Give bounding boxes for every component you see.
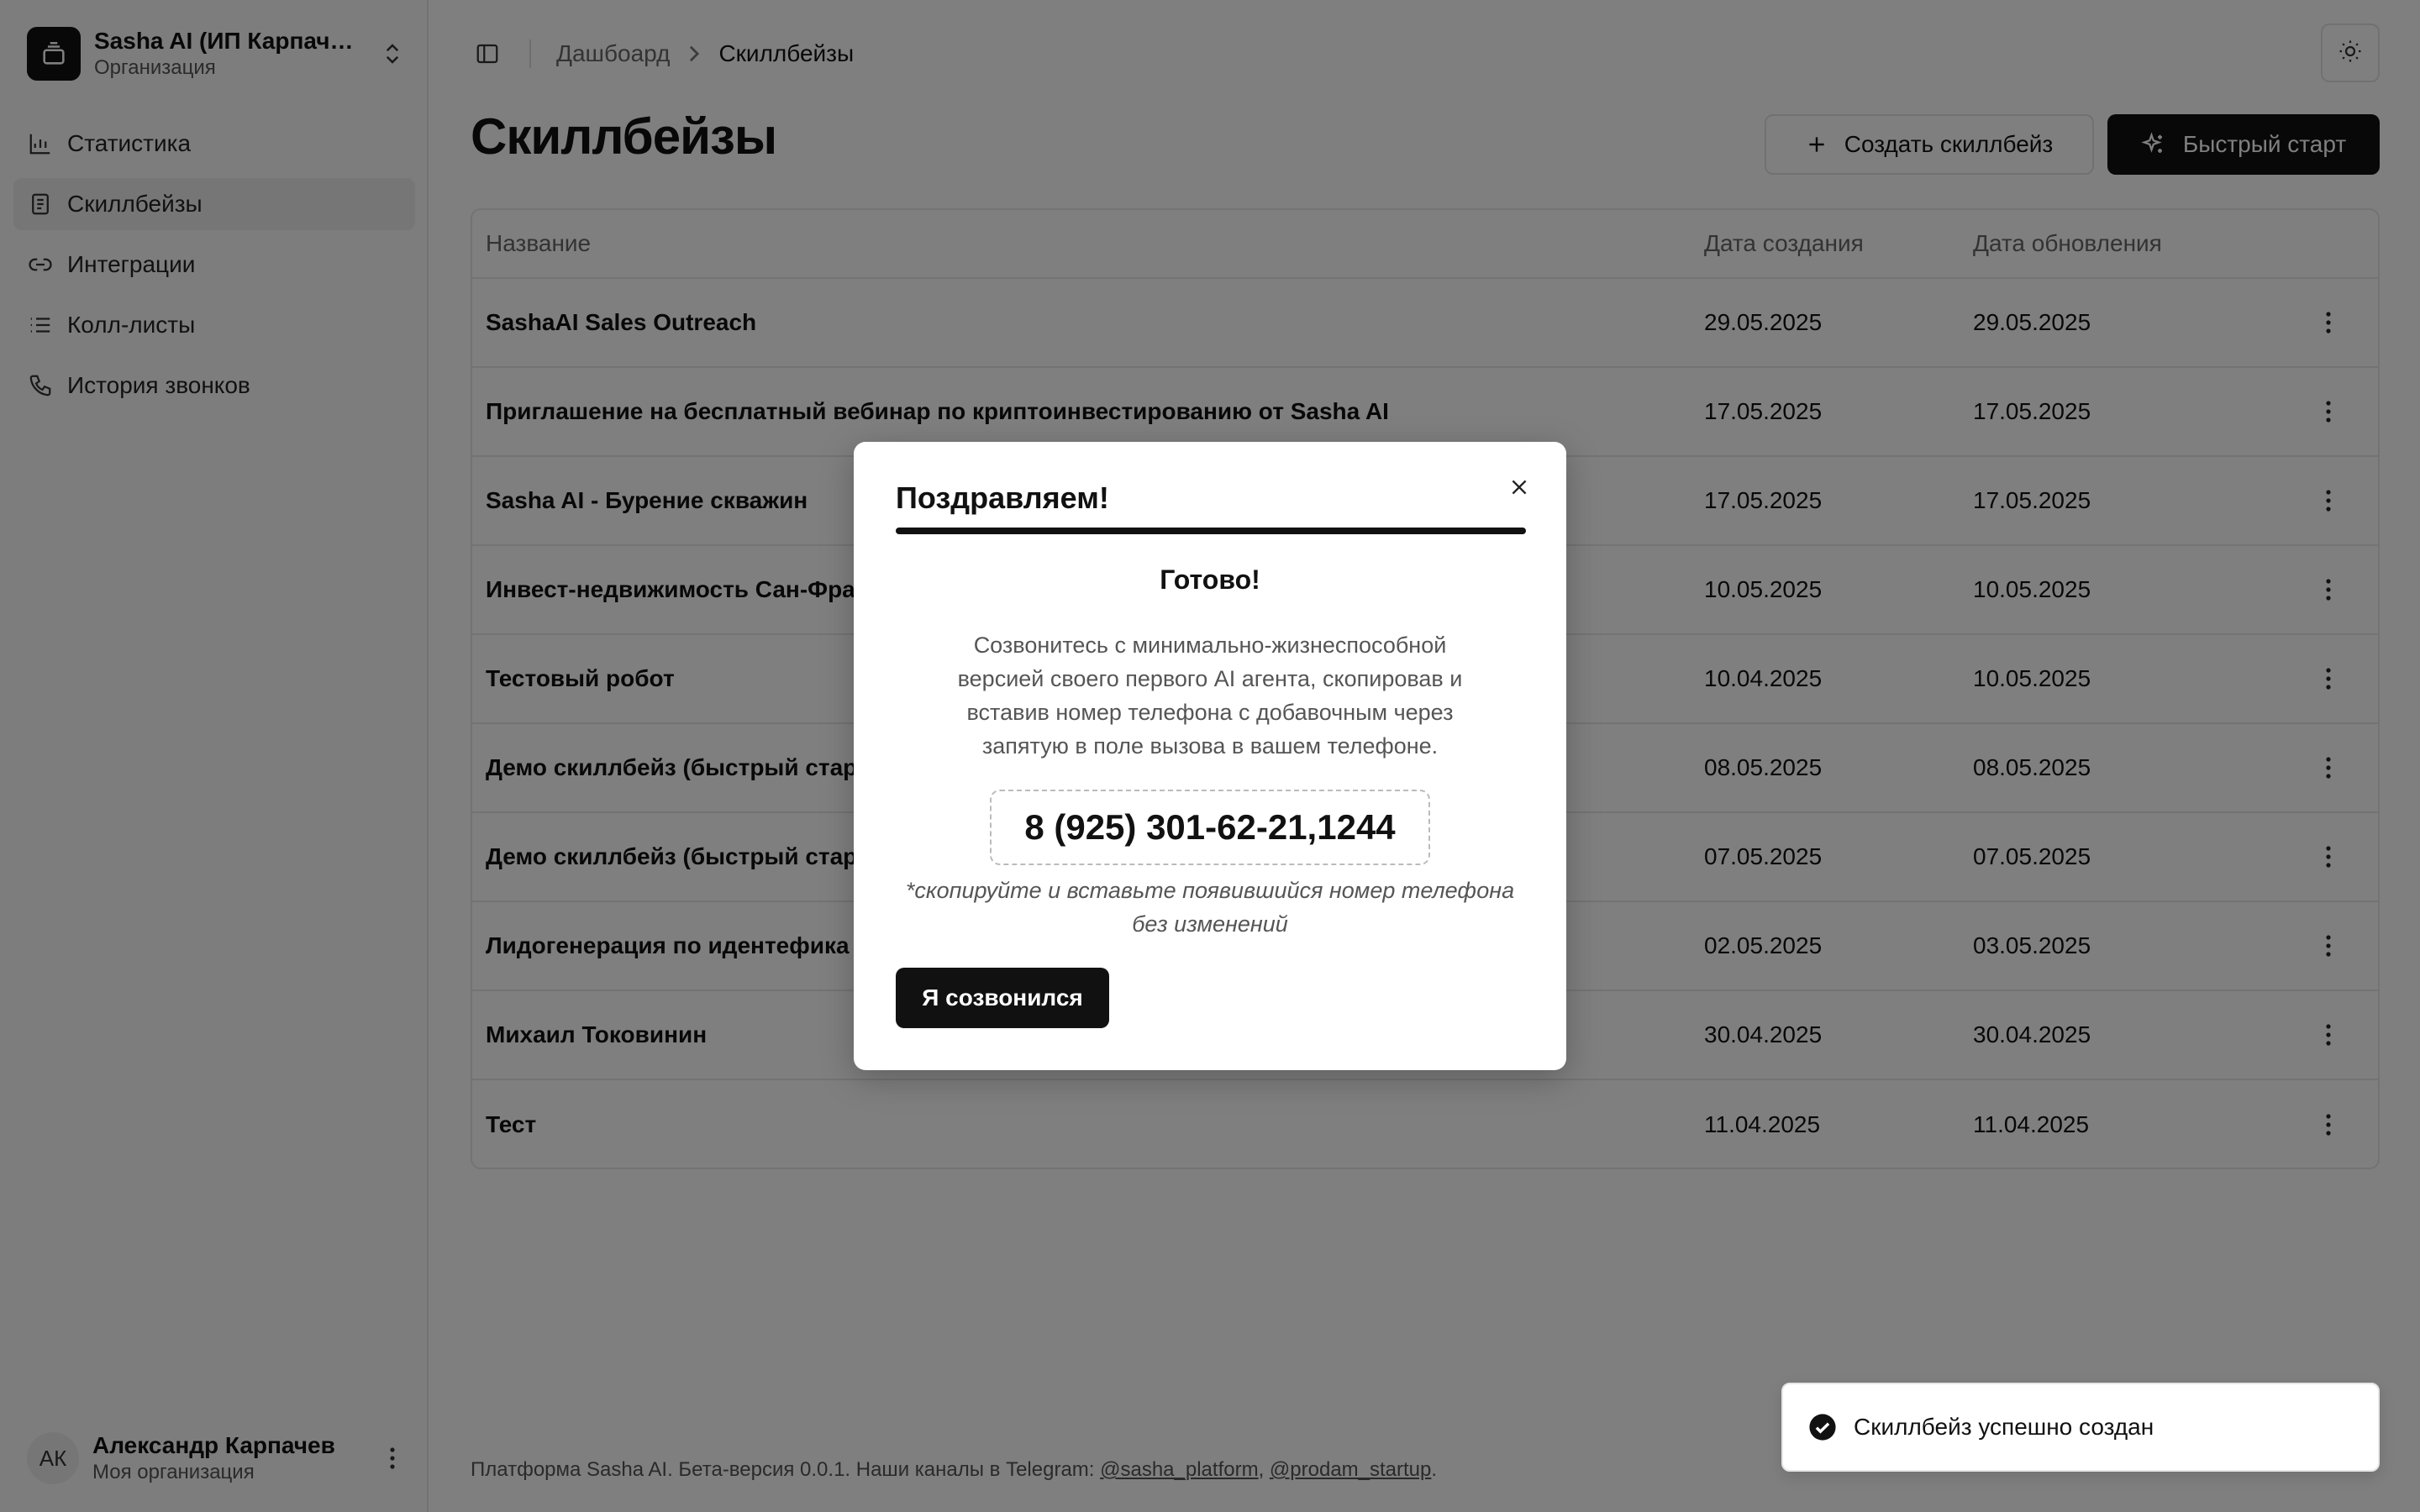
phone-number-box[interactable]: 8 (925) 301-62-21,1244 <box>990 790 1430 865</box>
success-toast <box>1781 1383 2380 1472</box>
congrats-dialog <box>854 442 1566 1070</box>
dialog-note: *скопируйте и вставьте появившийся номер телефона без изменений <box>905 878 1515 937</box>
dialog-title: Поздравляем! <box>896 480 1109 515</box>
check-circle-icon <box>1808 1413 1837 1441</box>
dialog-progress-bar <box>896 528 1526 534</box>
called-confirm-button[interactable]: Я созвонился <box>896 968 1109 1028</box>
dialog-description: Созвонитесь с минимально-жизнеспособной версией своего первого AI агента, скопировав и вставив номер телефона с добавочным через запятую в поле вызова в вашем телефоне. <box>957 633 1463 759</box>
dialog-subtitle: Готово! <box>1160 564 1260 595</box>
close-icon[interactable] <box>1502 470 1536 504</box>
toast-message: Скиллбейз успешно создан <box>1854 1414 2154 1440</box>
